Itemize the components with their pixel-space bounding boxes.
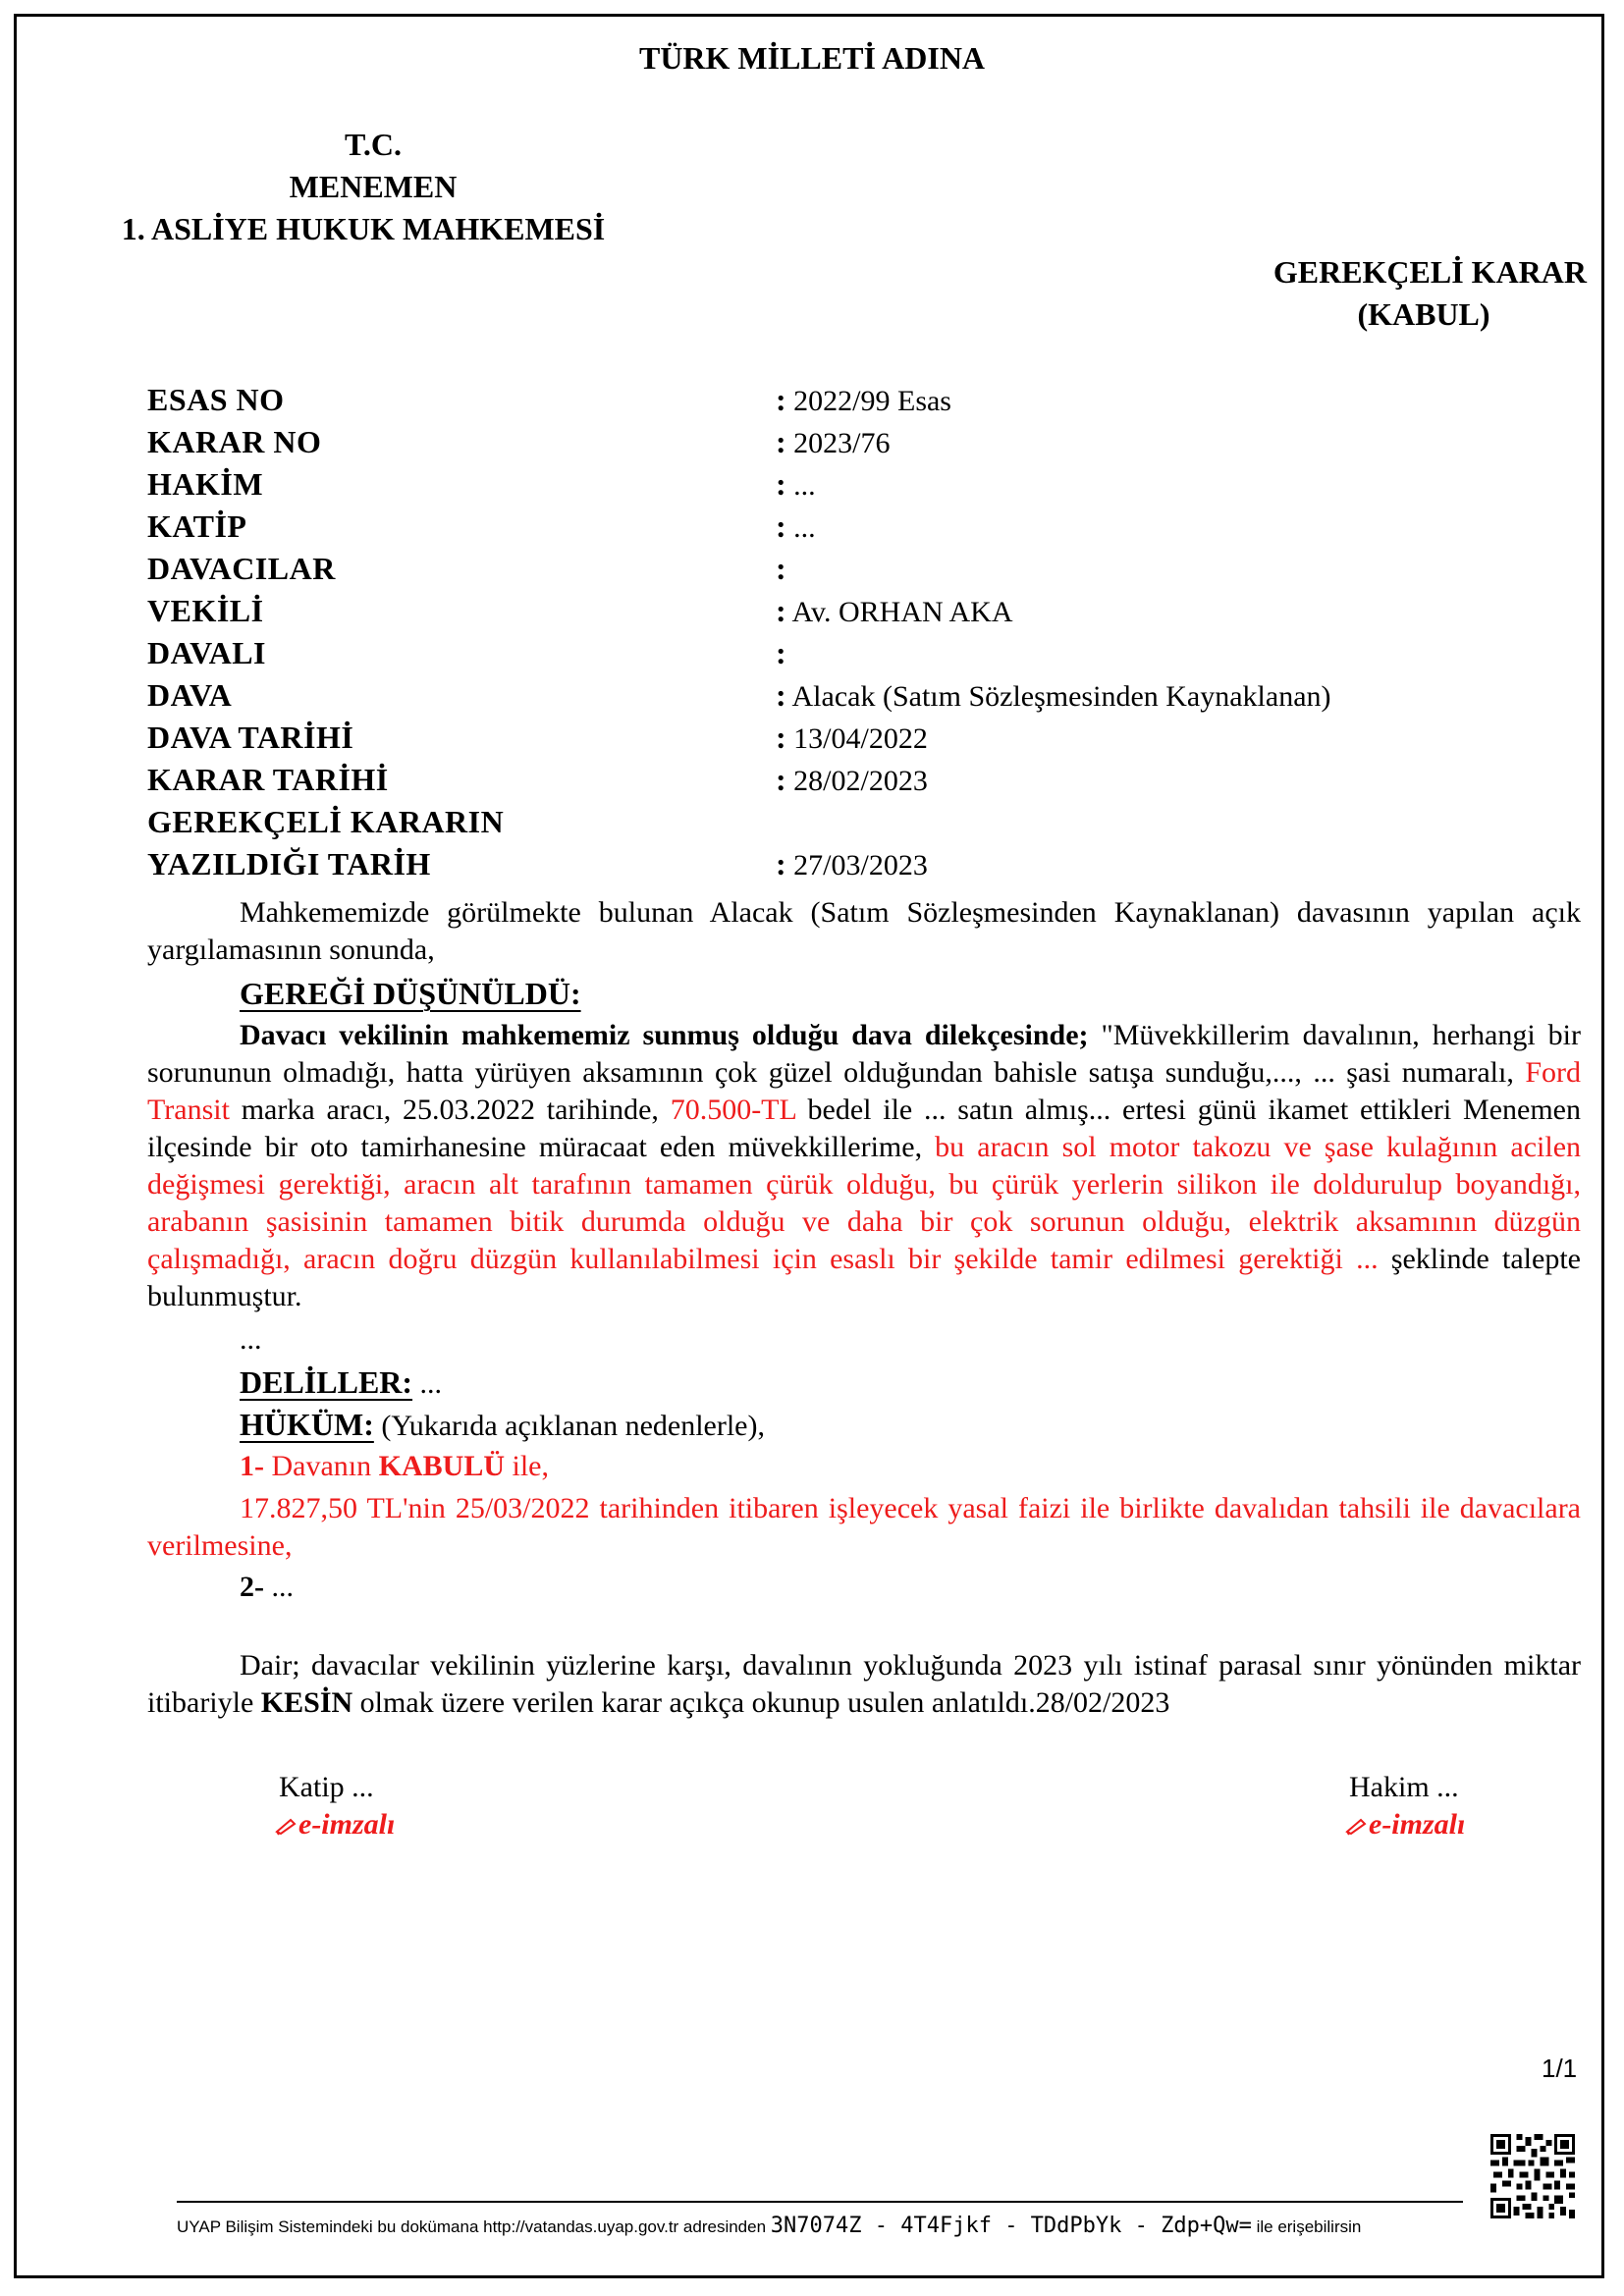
- deliller-label: DELİLLER:: [240, 1364, 413, 1400]
- info-label-davali: DAVALI: [147, 635, 266, 670]
- info-label-karar-tarihi: KARAR TARİHİ: [147, 762, 389, 797]
- tc-label: T.C.: [344, 127, 403, 162]
- pen-icon: [1345, 1816, 1369, 1836]
- verification-code: 3N7074Z - 4T4Fjkf - TDdPbYk - Zdp+Qw=: [770, 2214, 1252, 2238]
- info-label-dava: DAVA: [147, 677, 233, 713]
- city-label: MENEMEN: [289, 169, 458, 204]
- deliller-line: DELİLLER: ...: [240, 1364, 443, 1400]
- court-name: 1. ASLİYE HUKUK MAHKEMESİ: [121, 211, 606, 246]
- footer-verification: UYAP Bilişim Sistemindeki bu dokümana http://vatandas.uyap.gov.tr adresinden 3N7074Z - 4T4Fjkf - TDdPbYk - Zdp+Qw= ile erişebilirsin: [177, 2214, 1362, 2238]
- info-label-dava-tarihi: DAVA TARİHİ: [147, 720, 354, 755]
- gerekce-heading: GEREĞİ DÜŞÜNÜLDÜ:: [240, 976, 581, 1011]
- claim-paragraph: Davacı vekilinin mahkememiz sunmuş olduğu dava dilekçesinde; "Müvekkillerim davalının, herhangi bir sorununun olmadığı, hatta yürüyen aksamının çok güzel olduğundan bahisle satışa sunduğu,..., ... şasi numaralı, Ford Transit marka aracı, 25.03.2022 tarihinde, 70.500-TL bedel ile ... satın almış... ertesi günü ikamet ettikleri Menemen ilçesinde bir oto tamirhanesine müracaat eden müvekkillerime, bu aracın sol motor takozu ve şase kulağının acilen değişmesi gerektiği, aracın alt tarafının tamamen çürük olduğu, bu çürük yerlerin silikon ile doldurulup boyandığı, arabanın şasisinin tamamen bitik durumda olduğu ve daha bir çok sorunun olduğu, elektrik aksamının düzgün çalışmadığı, aracın doğru düzgün kullanılabilmesi için esaslı bir şekilde tamir edilmesi gerektiği ... şeklinde talepte bulunmuştur.: [147, 1019, 1582, 1312]
- verdict-item-1: 1- Davanın KABULÜ ile,: [240, 1450, 549, 1482]
- judge-signature-label: Hakim ...: [1349, 1771, 1459, 1803]
- info-value-davacilar: :: [776, 551, 786, 586]
- closing-paragraph: Dair; davacılar vekilinin yüzlerine karşı, davalının yokluğunda 2023 yılı istinaf parasal sınır yönünden miktar itibariyle KESİN olmak üzere verilen karar açıkça okunup usulen anlatıldı.28/02/2023: [147, 1649, 1581, 1719]
- info-value-dava-tarihi: : 13/04/2022: [776, 720, 928, 755]
- intro-paragraph: Mahkememizde görülmekte bulunan Alacak (Satım Sözleşmesinden Kaynaklanan) davasının yapılan açık yargılamasının sonunda,: [147, 896, 1581, 966]
- info-label-hakim: HAKİM: [147, 466, 264, 502]
- verdict-item-2: 2- ...: [240, 1571, 294, 1603]
- kesin-word: KESİN: [260, 1686, 353, 1719]
- car-model: Ford Transit: [147, 1056, 1581, 1126]
- info-value-hakim: : ...: [776, 466, 816, 502]
- info-label-yazildigi-tarih: YAZILDIĞI TARİH: [147, 846, 431, 881]
- info-value-katip: : ...: [776, 508, 816, 544]
- document-result: (KABUL): [1357, 296, 1490, 332]
- defects-text: bu aracın sol motor takozu ve şase kulağının acilen değişmesi gerektiği, aracın alt tarafının tamamen çürük olduğu, bu çürük yerlerin silikon ile doldurulup boyandığı, arabanın şasisinin tamamen bitik durumda olduğu ve daha bir çok sorunun olduğu, elektrik aksamının düzgün çalışmadığı, aracın doğru düzgün kullanılabilmesi için esaslı bir şekilde tamir edilmesi gerektiği ...: [147, 1131, 1582, 1275]
- purchase-price: 70.500-TL: [670, 1094, 796, 1126]
- info-label-davacilar: DAVACILAR: [147, 551, 336, 586]
- info-value-dava: : Alacak (Satım Sözleşmesinden Kaynaklanan): [776, 677, 1331, 713]
- footer-divider: [177, 2201, 1463, 2203]
- info-value-vekili: : Av. ORHAN AKA: [776, 593, 1013, 628]
- judge-e-signature: e-imzalı: [1345, 1808, 1465, 1842]
- info-value-yazildigi-tarih: : 27/03/2023: [776, 846, 928, 881]
- document-type: GEREKÇELİ KARAR: [1272, 254, 1587, 290]
- nation-heading: TÜRK MİLLETİ ADINA: [638, 40, 986, 76]
- clerk-e-signature: e-imzalı: [275, 1808, 395, 1842]
- info-value-esas-no: : 2022/99 Esas: [776, 382, 951, 417]
- qr-code-icon: [1490, 2134, 1575, 2218]
- clerk-signature-label: Katip ...: [279, 1771, 374, 1803]
- page-number: 1/1: [1542, 2054, 1578, 2083]
- info-value-karar-tarihi: : 28/02/2023: [776, 762, 928, 797]
- verdict-item-1-detail: 17.827,50 TL'nin 25/03/2022 tarihinden itibaren işleyecek yasal faizi ile birlikte davalıdan tahsili ile davacılara verilmesine,: [147, 1492, 1581, 1562]
- info-value-karar-no: : 2023/76: [776, 424, 891, 459]
- info-label-esas-no: ESAS NO: [147, 382, 285, 417]
- pen-icon: [275, 1816, 298, 1836]
- hukum-line: HÜKÜM: (Yukarıda açıklanan nedenlerle),: [240, 1407, 765, 1442]
- info-label-katip: KATİP: [147, 508, 247, 544]
- ellipsis-line: ...: [240, 1323, 262, 1356]
- info-label-vekili: VEKİLİ: [147, 593, 264, 628]
- info-label-karar-no: KARAR NO: [147, 424, 322, 459]
- claim-lead: Davacı vekilinin mahkememiz sunmuş olduğu dava dilekçesinde;: [240, 1019, 1089, 1051]
- info-label-gerekceli-kararin: GEREKÇELİ KARARIN: [147, 804, 505, 839]
- info-value-davali: :: [776, 635, 786, 670]
- hukum-label: HÜKÜM:: [240, 1407, 374, 1442]
